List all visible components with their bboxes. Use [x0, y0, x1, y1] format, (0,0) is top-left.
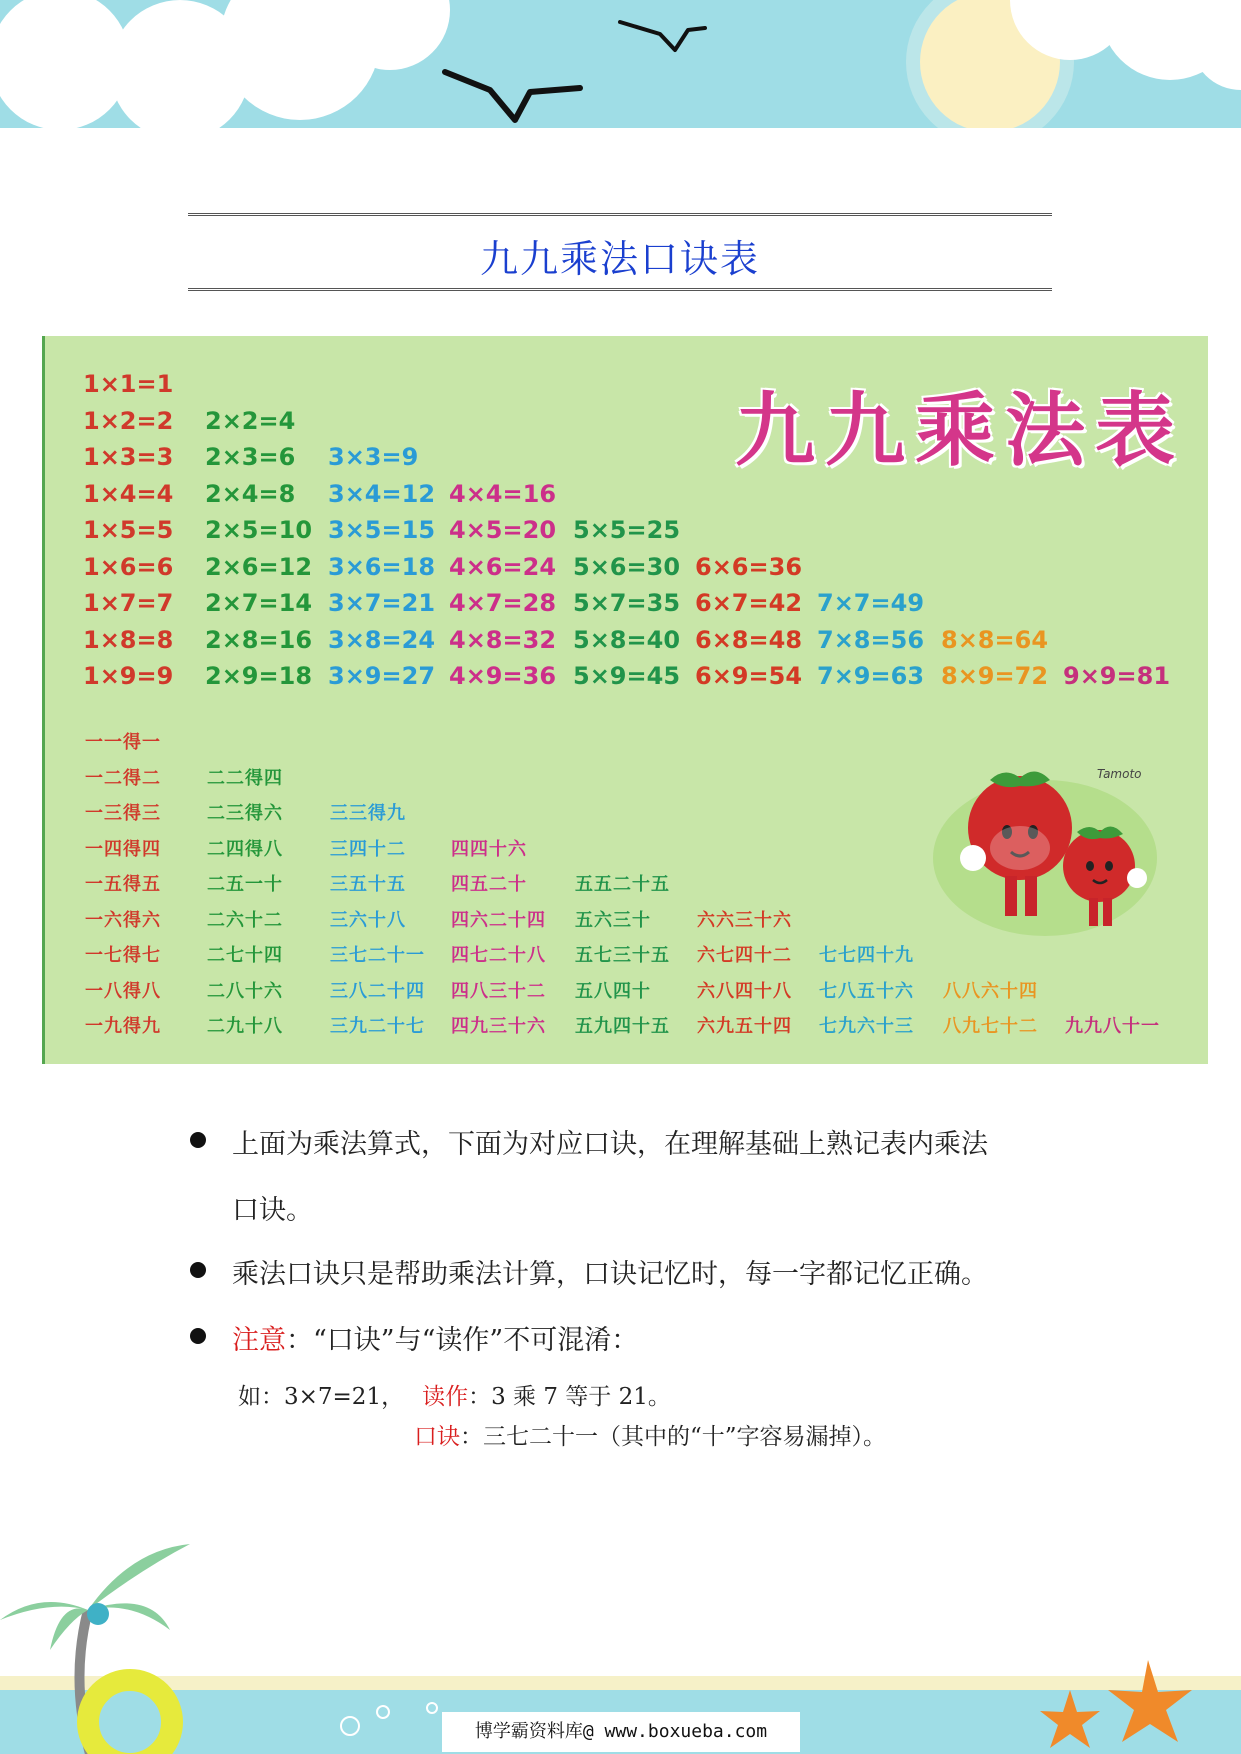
koujue-cell: 三九二十七: [330, 1016, 425, 1037]
koujue-cell: 二三得六: [207, 803, 283, 824]
koujue-cell: 一九得九: [85, 1016, 161, 1037]
koujue-cell: 二二得四: [207, 767, 283, 789]
koujue-cell: 八九七十二: [943, 1016, 1038, 1037]
koujue-cell: 八八六十四: [943, 980, 1038, 1002]
equation-cell: 4×4=16: [449, 479, 557, 508]
equation-cell: 8×8=64: [941, 625, 1049, 654]
koujue-cell: 一四得四: [85, 838, 161, 860]
koujue-cell: 二四得八: [207, 838, 283, 860]
koujue-cell: 四六二十四: [451, 909, 546, 931]
equation-cell: 4×9=36: [449, 662, 557, 690]
koujue-cell: 一八得八: [85, 980, 161, 1002]
koujue-cell: 三四十二: [330, 838, 406, 860]
sky-banner: [0, 0, 1241, 136]
equation-cell: 3×5=15: [328, 516, 436, 544]
equation-cell: 2×3=6: [205, 443, 296, 471]
bullet-icon: [190, 1328, 206, 1344]
koujue-cell: 四五二十: [451, 874, 527, 895]
equation-cell: 2×2=4: [205, 406, 296, 435]
equation-cell: 4×5=20: [449, 516, 557, 544]
equation-cell: 4×8=32: [449, 625, 557, 654]
equation-cell: 8×9=72: [941, 662, 1049, 690]
equation-cell: 3×8=24: [328, 625, 436, 654]
equation-cell: 2×5=10: [205, 516, 313, 544]
title-block: [188, 213, 1052, 291]
koujue-cell: 一三得三: [85, 803, 161, 824]
equation-cell: 1×9=9: [83, 662, 174, 690]
koujue-cell: 五八四十: [575, 980, 651, 1002]
equation-cell: 5×8=40: [573, 625, 681, 654]
koujue-cell: 四四十六: [451, 838, 527, 860]
koujue-cell: 三八二十四: [330, 980, 425, 1002]
koujue-cell: 七八五十六: [819, 980, 914, 1002]
equation-cell: 4×7=28: [449, 589, 557, 617]
koujue-cell: 七七四十九: [819, 945, 914, 966]
equation-cell: 3×9=27: [328, 662, 436, 690]
note-1-line-1: 上面为乘法算式，下面为对应口诀，在理解基础上熟记表内乘法: [232, 1129, 988, 1160]
koujue-cell: 五五二十五: [575, 874, 670, 895]
equation-cell: 5×9=45: [573, 662, 681, 690]
equation-cell: 6×7=42: [695, 589, 803, 617]
koujue-cell: 一二得二: [85, 767, 161, 789]
koujue-text: ：三七二十一（其中的“十”字容易漏掉）。: [460, 1424, 887, 1450]
koujue-cell: 二五一十: [207, 874, 283, 895]
equation-cell: 4×6=24: [449, 552, 557, 581]
equation-cell: 9×9=81: [1063, 662, 1171, 690]
koujue-cell: 四七二十八: [451, 945, 546, 966]
equation-cell: 6×6=36: [695, 552, 803, 581]
example-line-2: [414, 1418, 886, 1451]
equation-cell: 2×9=18: [205, 662, 313, 690]
equation-cell: 7×7=49: [817, 589, 925, 617]
equation-cell: 2×7=14: [205, 589, 313, 617]
koujue-cell: 五九四十五: [575, 1016, 670, 1037]
note-3-text: ：“口诀”与“读作”不可混淆：: [286, 1325, 639, 1356]
table-title: 九九乘法表: [735, 384, 1185, 477]
equation-cell: 2×4=8: [205, 479, 296, 508]
equation-cell: 1×5=5: [83, 516, 174, 544]
equation-cell: 7×8=56: [817, 625, 925, 654]
koujue-cell: 一六得六: [85, 909, 161, 931]
koujue-cell: 二七十四: [207, 945, 283, 966]
koujue-cell: 三七二十一: [330, 945, 425, 966]
equation-cell: 1×7=7: [83, 589, 174, 617]
koujue-cell: 一七得七: [85, 945, 161, 966]
example-prefix: 如：3×7=21，: [238, 1384, 405, 1410]
equation-cell: 2×8=16: [205, 625, 313, 654]
koujue-cell: 一五得五: [85, 874, 161, 895]
equation-cell: 3×4=12: [328, 479, 436, 508]
read-text: ：3 乘 7 等于 21。: [468, 1384, 671, 1410]
equation-cell: 1×4=4: [83, 479, 174, 508]
mascot-label: Tamoto: [1097, 767, 1142, 781]
koujue-cell: 五六三十: [575, 909, 651, 931]
equation-cell: 5×6=30: [573, 552, 681, 581]
note-1-line-2: 口诀。: [232, 1195, 313, 1226]
read-label: 读作: [422, 1384, 469, 1410]
equation-cell: 7×9=63: [817, 662, 925, 690]
bullet-icon: [190, 1132, 206, 1148]
note-3-label: 注意: [232, 1325, 286, 1356]
koujue-cell: 三六十八: [330, 909, 406, 931]
equation-cell: 3×7=21: [328, 589, 436, 617]
equation-cell: 5×7=35: [573, 589, 681, 617]
example-line-1: [238, 1378, 671, 1411]
koujue-cell: 六七四十二: [697, 945, 792, 966]
koujue-cell: 四八三十二: [451, 980, 546, 1002]
koujue-cell: 二六十二: [207, 909, 283, 931]
equation-cell: 1×3=3: [83, 443, 174, 471]
koujue-cell: 六九五十四: [697, 1016, 792, 1037]
equation-cell: 2×6=12: [205, 552, 313, 581]
koujue-cell: 九九八十一: [1065, 1016, 1160, 1037]
koujue-label: 口诀: [414, 1424, 460, 1450]
koujue-cell: 一一得一: [85, 732, 161, 753]
bullet-icon: [190, 1262, 206, 1278]
koujue-cell: 六六三十六: [697, 909, 792, 931]
koujue-cell: 三五十五: [330, 874, 406, 895]
equation-cell: 1×1=1: [83, 370, 174, 398]
equation-cell: 1×6=6: [83, 552, 174, 581]
koujue-cell: 六八四十八: [697, 980, 792, 1002]
equation-cell: 6×8=48: [695, 625, 803, 654]
koujue-cell: 二九十八: [207, 1016, 283, 1037]
koujue-cell: 二八十六: [207, 980, 283, 1002]
koujue-cell: 四九三十六: [451, 1016, 546, 1037]
multiplication-table-panel: [42, 336, 1208, 1064]
equation-cell: 1×8=8: [83, 625, 174, 654]
equation-cell: 3×6=18: [328, 552, 436, 581]
equation-cell: 5×5=25: [573, 516, 681, 544]
note-2: 乘法口诀只是帮助乘法计算，口诀记忆时，每一字都记忆正确。: [232, 1259, 988, 1290]
equation-cell: 6×9=54: [695, 662, 803, 690]
page-title: 九九乘法口诀表: [479, 237, 760, 281]
equation-cell: 1×2=2: [83, 406, 174, 435]
footer-text: 博学霸资料库@ www.boxueba.com: [442, 1712, 800, 1752]
tomato-mascot-icon: [925, 748, 1175, 948]
note-3: [232, 1318, 638, 1357]
koujue-cell: 七九六十三: [819, 1016, 914, 1037]
equation-cell: 3×3=9: [328, 443, 419, 471]
koujue-cell: 五七三十五: [575, 945, 670, 966]
koujue-cell: 三三得九: [330, 803, 406, 824]
